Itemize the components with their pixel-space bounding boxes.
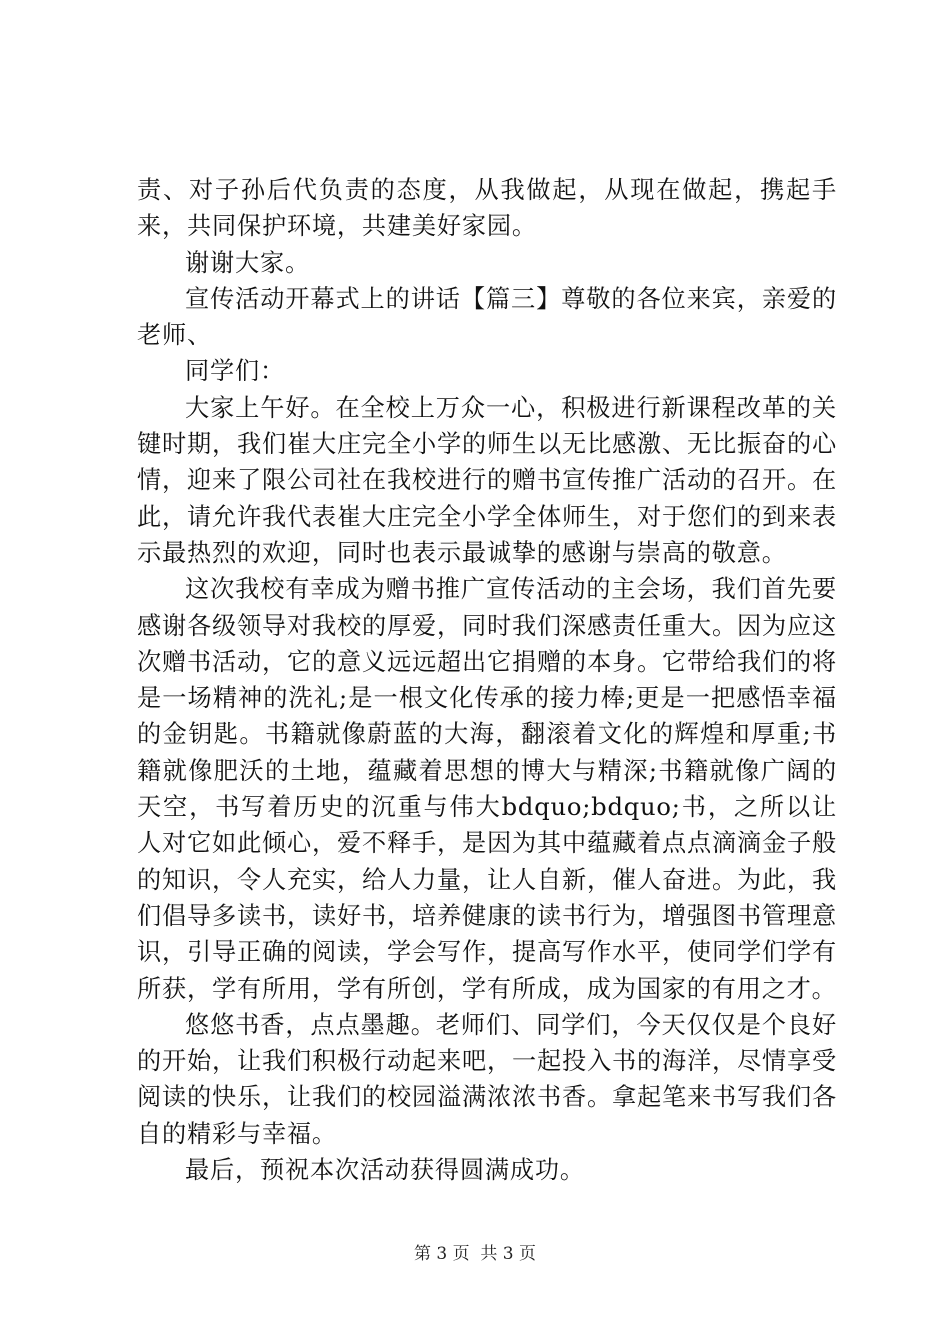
paragraph-5: 大家上午好。在全校上万众一心，积极进行新课程改革的关键时期，我们崔大庄完全小学的师生以无比感激、无比振奋的心情，迎来了限公司社在我校进行的赠书宣传推广活动的召开。在此，请允许我代表崔大庄完全小学全体师生，对于您们的到来表示最热烈的欢迎，同时也表示最诚挚的感谢与崇高的敬意。 xyxy=(137,393,837,567)
document-body xyxy=(137,172,837,1188)
paragraph-4: 同学们： xyxy=(185,357,285,386)
page-footer xyxy=(0,1243,950,1265)
paragraph-6: 这次我校有幸成为赠书推广宣传活动的主会场，我们首先要感谢各级领导对我校的厚爱，同时我们深感责任重大。因为应这次赠书活动，它的意义远远超出它捐赠的本身。它带给我们的将是一场精神的洗礼;是一根文化传承的接力棒;更是一把感悟幸福的金钥匙。书籍就像蔚蓝的大海，翻滚着文化的辉煌和厚重;书籍就像肥沃的土地，蕴藏着思想的博大与精深;书籍就像广阔的天空，书写着历史的沉重与伟大bdquo;bdquo;书，之所以让人对它如此倾心，爱不释手，是因为其中蕴藏着点点滴滴金子般的知识，令人充实，给人力量，让人自新，催人奋进。为此，我们倡导多读书，读好书，培养健康的读书行为，增强图书管理意识，引导正确的阅读，学会写作，提高写作水平，使同学们学有所获，学有所用，学有所创，学有所成，成为国家的有用之才。 xyxy=(137,575,837,1003)
page-number-label: 第 3 页 共 3 页 xyxy=(413,1244,537,1264)
paragraph-2: 谢谢大家。 xyxy=(185,248,310,277)
paragraph-7: 悠悠书香，点点墨趣。老师们、同学们，今天仅仅是个良好的开始，让我们积极行动起来吧，一起投入书的海洋，尽情享受阅读的快乐，让我们的校园溢满浓浓书香。拿起笔来书写我们各自的精彩与幸福。 xyxy=(137,1010,837,1148)
paragraph-3: 宣传活动开幕式上的讲话【篇三】尊敬的各位来宾，亲爱的老师、 xyxy=(137,284,837,350)
paragraph-1: 责、对子孙后代负责的态度，从我做起，从现在做起，携起手来，共同保护环境，共建美好家园。 xyxy=(137,176,837,241)
paragraph-8: 最后，预祝本次活动获得圆满成功。 xyxy=(185,1156,585,1185)
